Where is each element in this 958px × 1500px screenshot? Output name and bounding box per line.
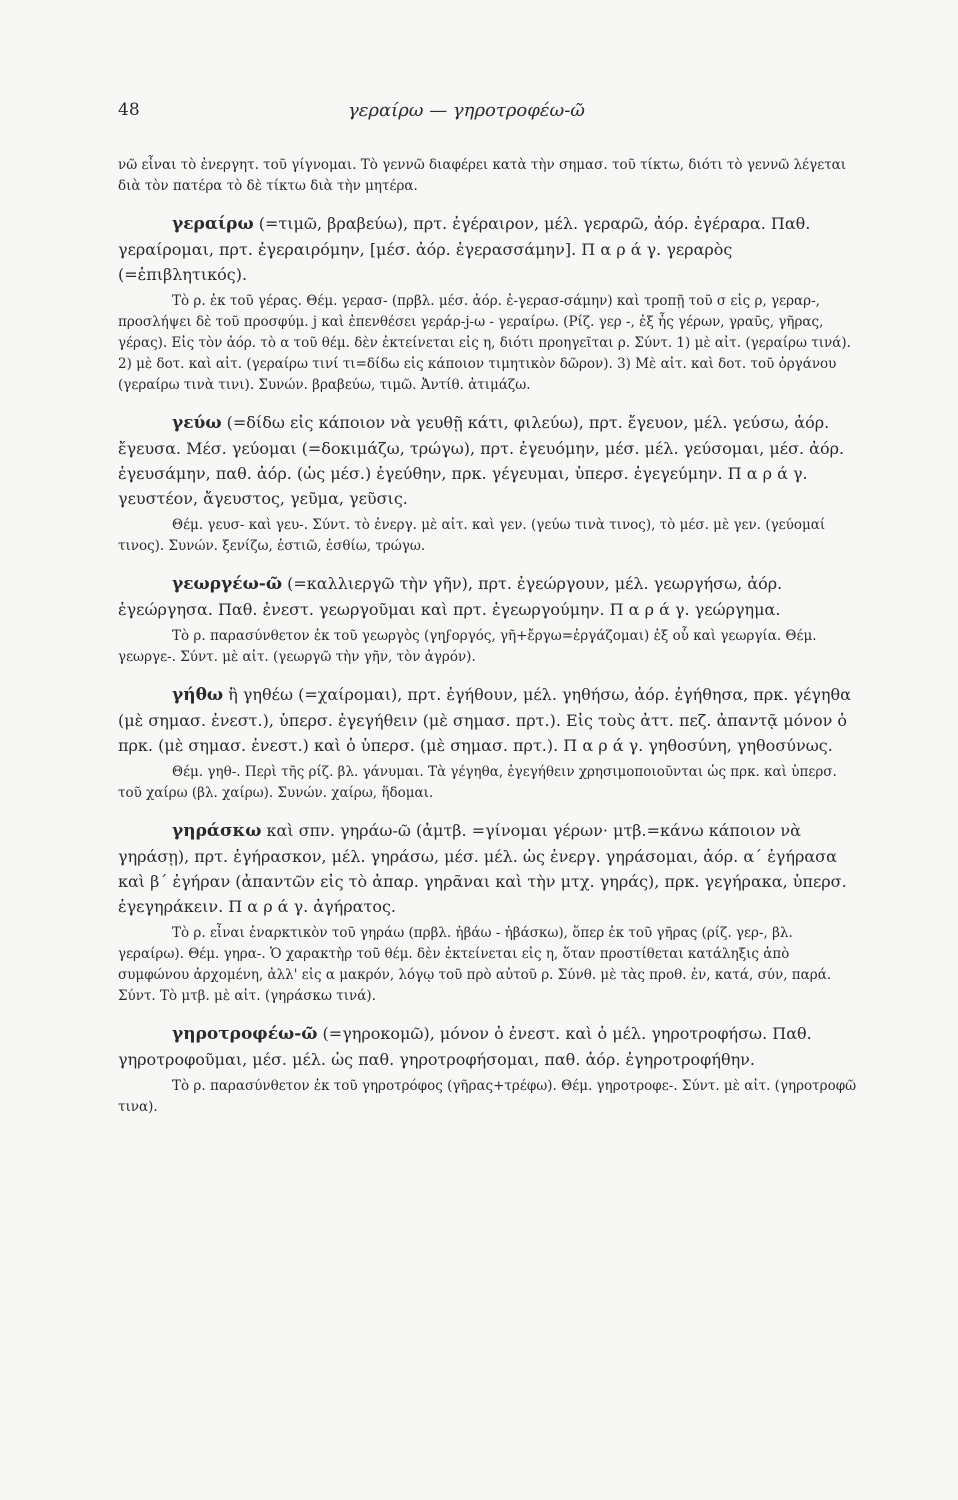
page-header (118, 100, 858, 130)
dictionary-body (118, 155, 858, 1118)
entry-paragraph (118, 682, 858, 758)
note-paragraph: Τὸ ρ. παρασύνθετον ἐκ τοῦ γηροτρόφος (γῆρας+τρέφω). Θέμ. γηροτροφε-. Σύντ. μὲ αἰτ. (γηροτροφῶ τινα). (118, 1078, 857, 1115)
entry-text: καὶ σπν. γηράω-ῶ (ἀμτβ. =γίνομαι γέρων· μτβ.=κάνω κάποιον νὰ γηράσῃ), πρτ. ἐγήρασκον, μέλ. γηράσω, μέσ. μέλ. ὡς ἐνεργ. γηράσομαι, ἀόρ. α΄ ἐγήρασα καὶ β΄ ἐγήραν (ἀπαντῶν εἰς τὸ ἀπαρ. γηρᾶναι καὶ τὴν μτχ. γηράς), πρκ. γεγήρακα, ὑπερσ. ἐγεγηράκειν. Π α ρ ά γ. ἀγήρατος. (118, 821, 847, 916)
note-paragraph: Τὸ ρ. εἶναι ἐναρκτικὸν τοῦ γηράω (πρβλ. ἡβάω - ἡβάσκω), ὅπερ ἐκ τοῦ γῆρας (ρίζ. γερ-, βλ. γεραίρω). Θέμ. γηρα-. Ὁ χαρακτὴρ τοῦ θέμ. δὲν ἐκτείνεται εἰς η, ὅταν προστίθεται κατάληξις ἀπὸ συμφώνου ἀρχομένη, ἀλλ' εἰς α μακρόν, λόγῳ τοῦ πρὸ αὐτοῦ ρ. Σύνθ. μὲ τὰς προθ. ἐν, κατά, σύν, παρά. Σύντ. Τὸ μτβ. μὲ αἰτ. (γηράσκω τινά). (118, 925, 832, 1004)
entry-text: (=γηροκομῶ), μόνον ὁ ἐνεστ. καὶ ὁ μέλ. γηροτροφήσω. Παθ. γηροτροφοῦμαι, μέσ. μέλ. ὡς παθ. γηροτροφήσομαι, παθ. ἀόρ. ἐγηροτροφήθην. (118, 1024, 812, 1069)
headword: γεραίρω (172, 214, 254, 234)
note-paragraph: Τὸ ρ. παρασύνθετον ἐκ τοῦ γεωργὸς (γηϝοργός, γῆ+ἔργω=ἐργάζομαι) ἐξ οὗ καὶ γεωργία. Θέμ. γεωργε-. Σύντ. μὲ αἰτ. (γεωργῶ τὴν γῆν, τὸν ἀγρόν). (118, 628, 817, 665)
note-paragraph: νῶ εἶναι τὸ ἐνεργητ. τοῦ γίγνομαι. Τὸ γεννῶ διαφέρει κατὰ τὴν σημασ. τοῦ τίκτω, διότι τὸ γεννῶ λέγεται διὰ τὸν πατέρα τὸ δὲ τίκτω διὰ τὴν μητέρα. (118, 157, 847, 194)
note-paragraph: Θέμ. γηθ-. Περὶ τῆς ρίζ. βλ. γάνυμαι. Τὰ γέγηθα, ἐγεγήθειν χρησιμοποιοῦνται ὡς πρκ. καὶ ὑπερσ. τοῦ χαίρω (βλ. χαίρω). Συνών. χαίρω, ἥδομαι. (118, 764, 837, 801)
headword: γηράσκω (172, 821, 262, 841)
running-title: γεραίρω — γηροτροφέω-ῶ (348, 100, 585, 121)
headword: γηροτροφέω-ῶ (172, 1024, 318, 1044)
entry-paragraph (118, 211, 858, 287)
entry-paragraph (118, 571, 858, 622)
headword: γεύω (172, 413, 222, 433)
entry-paragraph (118, 410, 858, 511)
page-number: 48 (118, 100, 140, 120)
note-paragraph: Θέμ. γευσ- καὶ γευ-. Σύντ. τὸ ἐνεργ. μὲ αἰτ. καὶ γεν. (γεύω τινὰ τινος), τὸ μέσ. μὲ γεν. (γεύομαί τινος). Συνών. ξενίζω, ἑστιῶ, ἐσθίω, τρώγω. (118, 517, 826, 554)
headword: γήθω (172, 685, 224, 705)
headword: γεωργέω-ῶ (172, 574, 283, 594)
note-paragraph: Τὸ ρ. ἐκ τοῦ γέρας. Θέμ. γερασ- (πρβλ. μέσ. ἀόρ. ἐ-γερασ-σάμην) καὶ τροπῇ τοῦ σ εἰς ρ, γεραρ-, προσλήψει δὲ τοῦ προσφύμ. j καὶ ἐπενθέσει γεράρ-j-ω - γεραίρω. (Ρίζ. γερ -, ἐξ ἧς γέρων, γραῦς, γῆρας, γέρας). Εἰς τὸν ἀόρ. τὸ α τοῦ θέμ. δὲν ἐκτείνεται εἰς η, διότι προηγεῖται ρ. Σύντ. 1) μὲ αἰτ. (γεραίρω τινά). 2) μὲ δοτ. καὶ αἰτ. (γεραίρω τινί τι=δίδω εἰς κάποιον τιμητικὸν δῶρον). 3) Μὲ αἰτ. καὶ δοτ. τοῦ ὀργάνου (γεραίρω τινὰ τινι). Συνών. βραβεύω, τιμῶ. Ἀντίθ. ἀτιμάζω. (118, 293, 851, 393)
entry-text: (=τιμῶ, βραβεύω), πρτ. ἐγέραιρον, μέλ. γεραρῶ, ἀόρ. ἐγέραρα. Παθ. γεραίρομαι, πρτ. ἐγεραιρόμην, [μέσ. ἀόρ. ἐγερασσάμην]. Π α ρ ά γ. γεραρὸς (=ἐπιβλητικός). (118, 214, 811, 284)
entry-paragraph (118, 1021, 858, 1072)
entry-text: ἢ γηθέω (=χαίρομαι), πρτ. ἐγήθουν, μέλ. γηθήσω, ἀόρ. ἐγήθησα, πρκ. γέγηθα (μὲ σημασ. ἐνεστ.), ὑπερσ. ἐγεγήθειν (μὲ σημασ. πρτ.). Εἰς τοὺς ἀττ. πεζ. ἀπαντᾷ μόνον ὁ πρκ. (μὲ σημασ. ἐνεστ.) καὶ ὁ ὑπερσ. (μὲ σημασ. πρτ.). Π α ρ ά γ. γηθοσύνη, γηθοσύνως. (118, 685, 851, 755)
entry-text: (=καλλιεργῶ τὴν γῆν), πρτ. ἐγεώργουν, μέλ. γεωργήσω, ἀόρ. ἐγεώργησα. Παθ. ἐνεστ. γεωργοῦμαι καὶ πρτ. ἐγεωργούμην. Π α ρ ά γ. γεώργημα. (118, 574, 783, 619)
entry-text: (=δίδω εἰς κάποιον νὰ γευθῇ κάτι, φιλεύω), πρτ. ἔγευον, μέλ. γεύσω, ἀόρ. ἔγευσα. Μέσ. γεύομαι (=δοκιμάζω, τρώγω), πρτ. ἐγευόμην, μέσ. μέλ. γεύσομαι, μέσ. ἀόρ. ἐγευσάμην, παθ. ἀόρ. (ὡς μέσ.) ἐγεύθην, πρκ. γέγευμαι, ὑπερσ. ἐγεγεύμην. Π α ρ ά γ. γευστέον, ἄγευστος, γεῦμα, γεῦσις. (118, 413, 845, 508)
entry-paragraph (118, 818, 858, 919)
